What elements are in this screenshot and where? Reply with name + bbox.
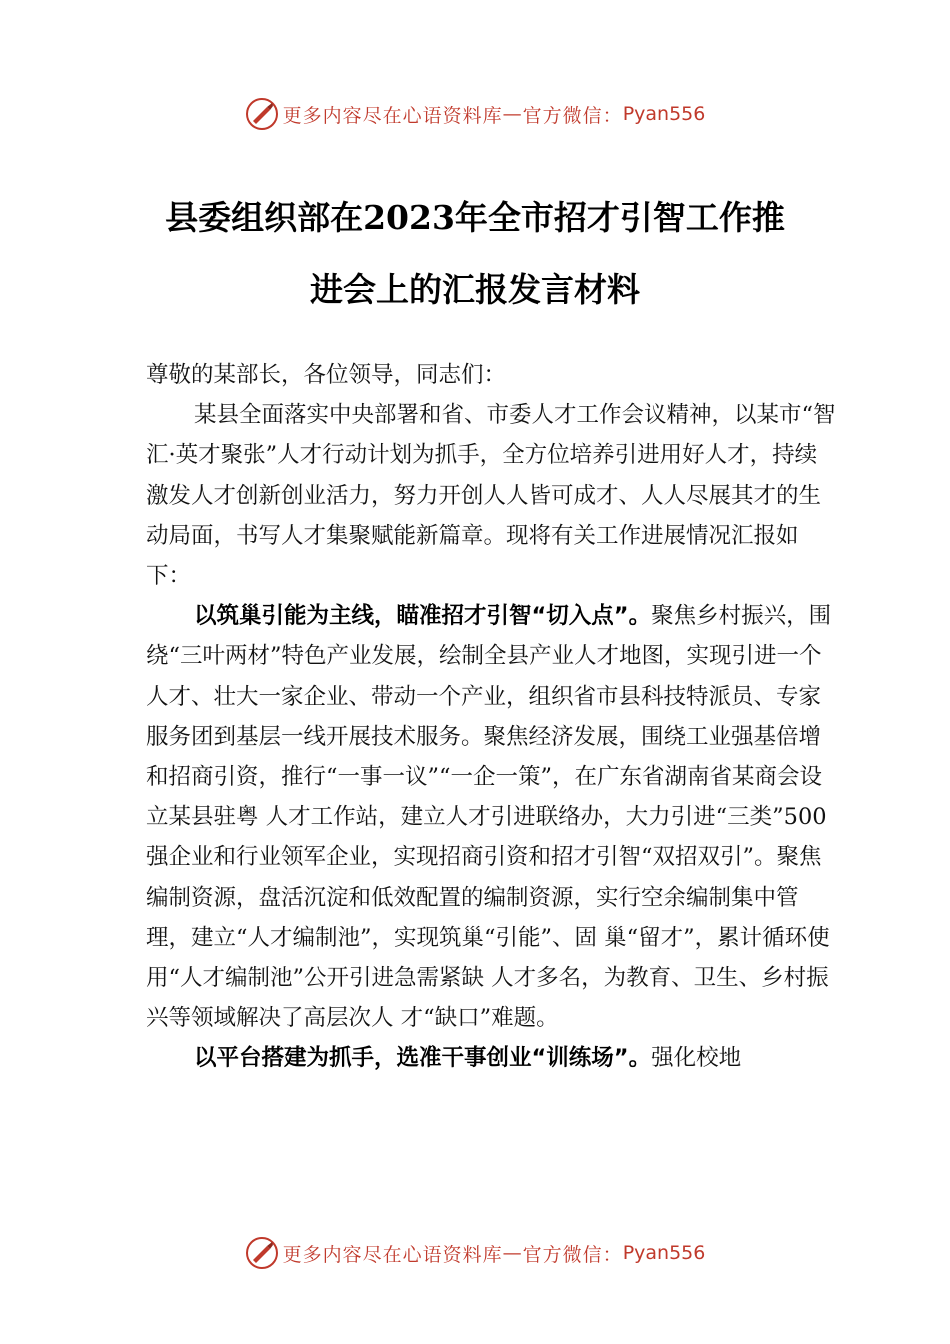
banner-separator: — <box>502 103 523 125</box>
paragraph-3-heading: 以平台搭建为抓手，选准干事创业“训练场”。 <box>194 1045 652 1072</box>
quill-logo-icon <box>245 97 279 131</box>
banner-wechat-label: 官方微信： <box>522 104 623 127</box>
banner-separator: — <box>502 1242 523 1264</box>
document-title <box>120 182 830 326</box>
footer-watermark-banner <box>0 1233 950 1273</box>
header-watermark-banner <box>0 94 950 134</box>
title-line-1: 县委组织部在2023年全市招才引智工作推 <box>165 198 785 237</box>
banner-text: 更多内容尽在心语资料库 <box>282 104 503 127</box>
paragraph-1-text: 某县全面落实中央部署和省、市委人才工作会议精神，以某市“智汇·英才聚张”人才行动计划为抓手，全方位培养引进用好人才，持续激发人才创新创业活力，努力开创人人皆可成才、人人尽展其才的生动局面，书写人才集聚赋能新篇章。现将有关工作进展情况汇报如下： <box>146 402 836 590</box>
banner-wechat-id: Pyan556 <box>622 103 706 125</box>
paragraph-3-text: 强化校地 <box>651 1045 742 1072</box>
document-body <box>146 355 836 1079</box>
paragraph-2-text: 聚焦乡村振兴，围绕“三叶两材”特色产业发展，绘制全县产业人才地图，实现引进一个人才、壮大一家企业、带动一个产业，组织省市县科技特派员、专家服务团到基层一线开展技术服务。聚焦经济发展，围绕工业强基倍增和招商引资，推行“一事一议”“一企一策”，在广东省湖南省某商会设立某县驻粤 人才工作站，建立人才引进联络办，大力引进“三类”500 强企业和行业领军企业，实现招商引资和招才引智“双招双引”。聚焦编制资源，盘活沉淀和低效配置的编制资源，实行空余编制集中管理，建立“人才编制池”，实现筑巢“引能”、固 巢“留才”，累计循环使用“人才编制池”公开引进急需紧缺 人才多名，为教育、卫生、乡村振兴等领域解决了高层次人 才“缺口”难题。 <box>146 603 832 1032</box>
banner-text: 更多内容尽在心语资料库 <box>282 1243 503 1266</box>
title-line-2: 进会上的汇报发言材料 <box>310 270 640 309</box>
banner-wechat-label: 官方微信： <box>522 1243 623 1266</box>
paragraph-1 <box>146 395 836 596</box>
paragraph-3 <box>146 1038 836 1078</box>
paragraph-2 <box>146 596 836 1038</box>
salutation: 尊敬的某部长，各位领导，同志们： <box>146 362 507 388</box>
banner-wechat-id: Pyan556 <box>622 1242 706 1264</box>
paragraph-2-heading: 以筑巢引能为主线，瞄准招才引智“切入点”。 <box>194 603 652 630</box>
quill-logo-icon <box>245 1236 279 1270</box>
